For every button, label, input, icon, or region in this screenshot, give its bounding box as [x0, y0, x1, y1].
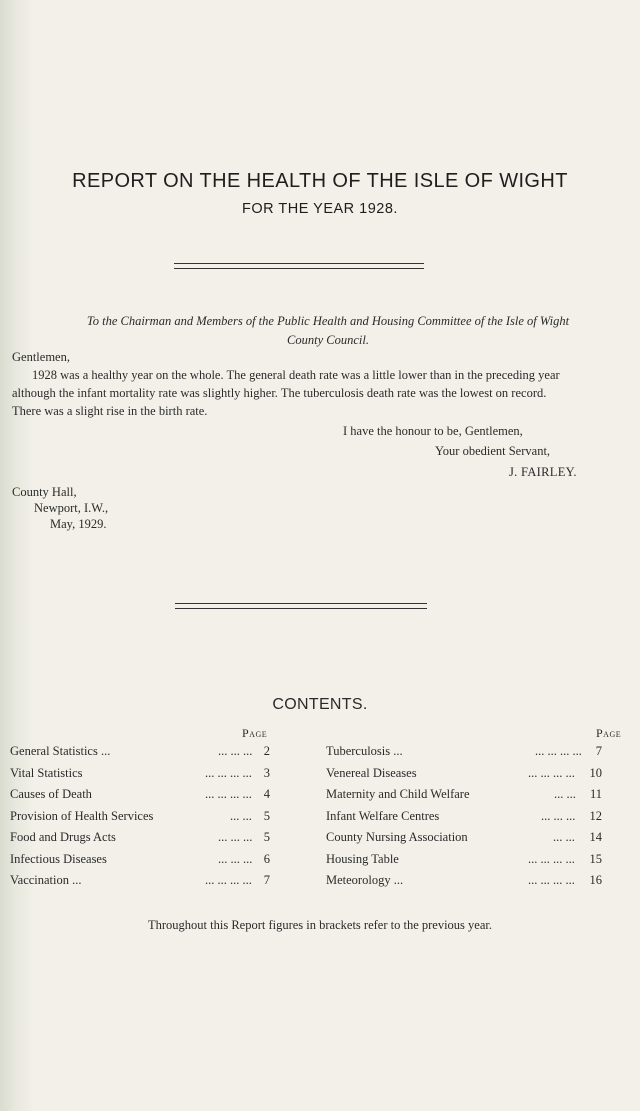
- paragraph-line: There was a slight rise in the birth rate.: [12, 404, 208, 418]
- contents-entry: [326, 873, 602, 895]
- contents-entry: [10, 873, 272, 895]
- double-rule-divider: [175, 603, 427, 609]
- page-column-header: Page: [242, 726, 268, 740]
- contents-entry-label: Maternity and Child Welfare: [326, 787, 470, 801]
- contents-entry-page: 5: [263, 830, 270, 844]
- contents-entry-page: 11: [589, 787, 602, 801]
- dot-leader: ... ... ...: [218, 830, 253, 844]
- address-line: County Council.: [287, 333, 369, 347]
- closing-line: I have the honour to be, Gentlemen,: [343, 424, 523, 438]
- report-title: REPORT ON THE HEALTH OF THE ISLE OF WIGHT: [72, 170, 568, 192]
- contents-entry: [326, 787, 602, 809]
- paragraph-line: although the infant mortality rate was slightly higher. The tuberculosis death rate was the lowest on record.: [12, 386, 547, 400]
- contents-entry-page: 6: [263, 851, 270, 866]
- footer-note: Throughout this Report figures in brackets refer to the previous year.: [147, 918, 492, 932]
- dot-leader: ... ...: [553, 830, 575, 844]
- dot-leader: ... ... ... ...: [205, 765, 252, 780]
- contents-entry: [326, 852, 602, 874]
- contents-entry-label: Food and Drugs Acts: [10, 830, 116, 844]
- contents-entry: [10, 852, 272, 874]
- dot-leader: ... ...: [230, 808, 252, 823]
- dot-leader: ... ... ... ...: [528, 873, 575, 887]
- contents-entry: [326, 766, 602, 788]
- contents-entry-page: 4: [263, 787, 270, 801]
- dot-leader: ... ... ...: [218, 744, 253, 758]
- location-line: County Hall,: [12, 485, 77, 499]
- contents-entry-page: 14: [589, 830, 602, 844]
- contents-entry-label: General Statistics ...: [10, 744, 111, 758]
- dot-leader: ... ... ... ...: [205, 787, 252, 801]
- contents-entry: [10, 787, 272, 809]
- contents-entry: [326, 830, 602, 852]
- contents-entry-page: 7: [595, 744, 602, 758]
- dot-leader: ... ... ... ...: [528, 851, 575, 866]
- contents-entry-label: Vaccination ...: [10, 873, 82, 887]
- contents-heading: CONTENTS.: [272, 696, 368, 713]
- contents-entry-page: 12: [589, 808, 602, 823]
- contents-list-left: [10, 744, 272, 895]
- dot-leader: ... ... ... ...: [528, 765, 575, 780]
- address-block: [68, 312, 588, 350]
- contents-entry-page: 2: [263, 744, 270, 758]
- contents-entry: [10, 744, 272, 766]
- contents-entry-label: Causes of Death: [10, 787, 92, 801]
- dot-leader: ... ... ...: [541, 808, 576, 823]
- page-gutter-shadow: [0, 0, 34, 1111]
- dot-leader: ... ... ... ...: [205, 873, 252, 887]
- contents-list-right: [326, 744, 602, 895]
- contents-entry-page: 7: [263, 873, 270, 887]
- contents-entry-label: Infant Welfare Centres: [326, 808, 440, 823]
- contents-entry-label: Venereal Diseases: [326, 765, 417, 780]
- double-rule-divider: [174, 263, 424, 269]
- contents-entry: [326, 809, 602, 831]
- address-line: To the Chairman and Members of the Public Health and Housing Committee of the Isle of Wight: [86, 314, 570, 328]
- contents-entry: [326, 744, 602, 766]
- greeting: Gentlemen,: [12, 350, 70, 364]
- contents-entry: [10, 766, 272, 788]
- location-line: Newport, I.W.,: [34, 501, 109, 515]
- dot-leader: ... ... ... ...: [535, 744, 582, 758]
- page-column-header: Page: [596, 726, 622, 740]
- contents-entry: [10, 809, 272, 831]
- contents-entry-label: Infectious Diseases: [10, 851, 107, 866]
- contents-entry-page: 5: [263, 808, 270, 823]
- contents-entry-page: 10: [589, 765, 602, 780]
- paragraph-line: 1928 was a healthy year on the whole. The general death rate was a little lower than in the preceding year: [32, 368, 560, 382]
- dot-leader: ... ...: [554, 787, 576, 801]
- contents-entry-label: Housing Table: [326, 851, 399, 866]
- location-date: May, 1929.: [50, 517, 107, 531]
- contents-entry: [10, 830, 272, 852]
- contents-entry-page: 3: [263, 765, 270, 780]
- closing-line: Your obedient Servant,: [435, 444, 551, 458]
- contents-entry-page: 15: [589, 851, 602, 866]
- signature: J. FAIRLEY.: [509, 465, 577, 479]
- contents-entry-page: 16: [589, 873, 602, 887]
- contents-entry-label: County Nursing Association: [326, 830, 468, 844]
- contents-entry-label: Tuberculosis ...: [326, 744, 403, 758]
- dot-leader: ... ... ...: [218, 851, 253, 866]
- contents-entry-label: Vital Statistics: [10, 765, 83, 780]
- report-subtitle: FOR THE YEAR 1928.: [242, 201, 398, 217]
- contents-entry-label: Meteorology ...: [326, 873, 404, 887]
- contents-entry-label: Provision of Health Services: [10, 808, 154, 823]
